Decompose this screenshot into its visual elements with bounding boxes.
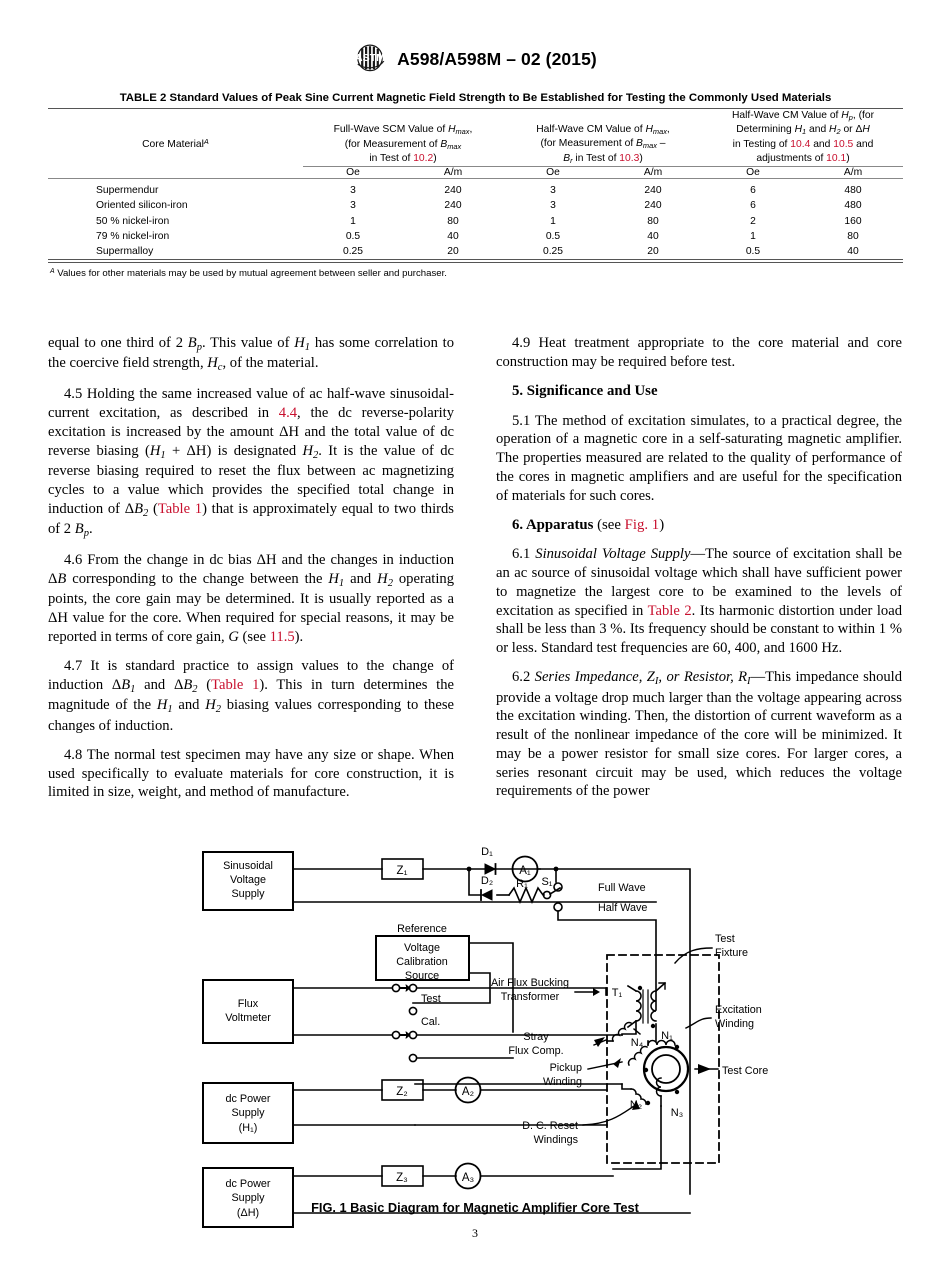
paragraph-6-1: 6.1 Sinusoidal Voltage Supply—The source of excitation shall be an ac source of sinusoidal voltage which shall have sufficient power to magnetize the largest core to be examined to the levels of excitation as specified in Table 2. Its harmonic distortion under load shall be less than 3 %. Its frequency should be constant to within 1 % or less. Standard test frequencies are 60, 400, and 1600 Hz. (496, 546, 903, 656)
cell-value: 0.5 (545, 230, 561, 242)
section-heading-5: 5. Significance and Use (512, 383, 658, 399)
block-label-vcs: Voltage (403, 942, 441, 954)
cell-value: 1 (350, 215, 356, 227)
link-table-2[interactable]: Table 2 (647, 602, 692, 619)
label-a1: A₁ (519, 865, 531, 877)
cell-value: 480 (844, 185, 862, 197)
table-row (48, 183, 903, 198)
block-label-vcs: Source (404, 970, 440, 982)
label-pickup-winding: Pickup (549, 1062, 582, 1074)
cell-value: 80 (647, 215, 659, 227)
paragraph-4-9: 4.9 Heat treatment appropriate to the core material and core construction may be required before test. (496, 335, 902, 370)
table-head (48, 109, 903, 179)
cell-value: 1 (750, 230, 756, 242)
document-header (0, 44, 950, 74)
label-dc-reset: Windings (533, 1134, 578, 1146)
table-row (48, 198, 903, 213)
table-caption: TABLE 2 Standard Values of Peak Sine Current Magnetic Field Strength to Be Established for Testing the Commonly Used Materials (119, 92, 832, 104)
cell-value: 0.5 (345, 230, 361, 242)
label-stray-flux: Flux Comp. (508, 1045, 564, 1057)
footnote-marker: A (50, 268, 55, 276)
label-excitation-winding: Excitation (715, 1004, 762, 1016)
body-column-left (48, 334, 454, 802)
unit-oe-2: Oe (503, 167, 603, 179)
cell-value: 2 (750, 215, 756, 227)
link-10-2[interactable]: 10.2 (413, 152, 434, 164)
header-group-halfwave-cm-hmax: Half-Wave CM Value of $H_{max}$, (for Measurement of $B_{max}$ – $B_r$ in Test of 10.3) (536, 124, 670, 165)
term-series-impedance: Series Impedance, $Z_I$, or Resistor, $R_I$ (534, 669, 751, 688)
cell-value: 40 (847, 246, 859, 258)
label-z2: Z₂ (396, 1086, 408, 1098)
link-10-5[interactable]: 10.5 (833, 138, 854, 150)
label-s1: S₁ (541, 876, 553, 888)
label-a3: A₃ (461, 1172, 475, 1184)
paragraph-4-7: 4.7 It is standard practice to assign values to the change of induction $\Delta B_1$ and $\Delta B_2$ (Table 1). This in turn determines the magnitude of the $H_1$ and $H_2$ biasing values corresponding to these changes of induction. (48, 657, 454, 734)
paragraph-4-6: 4.6 From the change in dc bias ΔH and the changes in induction ΔB corresponding to the change between the $H_1$ and $H_2$ operating points, the core gain may be determined. It is usually reported as a ΔH value for the core. When required for special reasons, it may be reported in terms of core gain, G (see 11.5). (48, 551, 454, 645)
page-number: 3 (472, 1226, 478, 1240)
cell-value: 240 (644, 200, 662, 212)
label-reference: Reference (397, 923, 447, 935)
link-10-3[interactable]: 10.3 (619, 152, 640, 164)
cell-material: Supermendur (96, 185, 159, 197)
table-footnote: $^A$ Values for other materials may be used by mutual agreement between seller and purchaser. (50, 268, 447, 280)
cell-value: 240 (644, 185, 662, 197)
paragraph-4-5: 4.5 Holding the same increased value of ac half-wave sinusoidal-current excitation, as described in 4.4, the dc reverse-polarity excitation is increased by the amount ΔH and the total value of dc reverse biasing $(H_1 + \Delta H)$ is designated $H_2$. It is the value of dc reverse biasing required to reset the flux between ac magnetizing cycles to a value which provides the specified total change in induction of $\Delta B_2$ (Table 1) that is approximately equal to two thirds of 2 $B_p$. (48, 386, 454, 539)
cell-value: 6 (750, 185, 756, 197)
label-d1: D₁ (481, 846, 493, 858)
unit-oe-3: Oe (703, 167, 803, 179)
block-label-dc-h1: dc Power (225, 1093, 271, 1105)
label-test-core: Test Core (722, 1065, 769, 1077)
label-excitation-winding: Winding (715, 1018, 755, 1030)
link-10-1[interactable]: 10.1 (826, 152, 847, 164)
svg-text:ASTM: ASTM (355, 52, 386, 65)
label-pickup-winding: Winding (542, 1076, 582, 1088)
cell-material: 79 % nickel-iron (96, 230, 170, 242)
cell-value: 240 (444, 185, 462, 197)
block-label-vcs: Calibration (396, 956, 448, 968)
cell-value: 20 (647, 246, 659, 258)
label-z3: Z₃ (396, 1172, 408, 1184)
body-column-right (496, 334, 902, 801)
paragraph-6-2: 6.2 Series Impedance, $Z_I$, or Resistor, $R_I—This$ impedance should provide a voltage drop much larger than the voltage appearing across the excitation winding. Then, the distortion of current waveform as a result of the nonlinear impedance of the core will be minimized. It may be a power resistor for small size cores. For larger cores, a series resonant circuit may be used, which reduces the voltage requirements of the power (496, 669, 903, 800)
label-air-flux-bucking: Transformer (500, 991, 560, 1003)
block-label-flux-voltmeter: Voltmeter (225, 1012, 271, 1024)
cell-value: 480 (844, 200, 862, 212)
cell-value: 40 (447, 230, 459, 242)
label-d2: D₂ (480, 875, 494, 887)
unit-oe-1: Oe (303, 167, 403, 179)
link-11-5[interactable]: 11.5 (269, 628, 295, 645)
cell-value: 0.25 (542, 246, 564, 258)
block-label-sinusoidal: Voltage (229, 874, 267, 886)
table-row (48, 214, 903, 229)
table-row (48, 229, 903, 244)
label-r1: R₁ (516, 878, 528, 890)
label-n2: N₂ (629, 1099, 643, 1111)
label-full-wave: Full Wave (598, 882, 646, 894)
label-dc-reset: D. C. Reset (522, 1120, 578, 1132)
header-core-material: Core Material$^A$ (142, 136, 209, 151)
cell-material: Oriented silicon-iron (96, 200, 188, 212)
astm-logo-icon (353, 44, 387, 74)
table-row (48, 244, 903, 259)
cell-value: 3 (550, 185, 556, 197)
label-z1: Z₁ (396, 865, 408, 877)
link-table-1[interactable]: Table 1 (211, 676, 260, 693)
cell-value: 0.25 (342, 246, 364, 258)
document-title: A598/A598M – 02 (2015) (397, 48, 597, 69)
block-label-dc-dh: dc Power (225, 1178, 271, 1190)
label-test-fixture: Fixture (715, 947, 748, 959)
cell-value: 3 (350, 185, 356, 197)
table-bottom-rule (48, 259, 903, 263)
label-cal: Cal. (421, 1016, 441, 1028)
label-stray-flux: Stray (523, 1031, 549, 1043)
label-t1: T₁ (611, 987, 623, 999)
cell-value: 3 (550, 200, 556, 212)
cell-material: Supermalloy (96, 246, 154, 258)
cell-value: 240 (444, 200, 462, 212)
cell-value: 3 (350, 200, 356, 212)
block-label-dc-dh: (ΔH) (236, 1207, 260, 1219)
block-label-sinusoidal: Supply (231, 888, 265, 900)
unit-am-3: A/m (803, 167, 903, 179)
paragraph-4-4-continued: equal to one third of 2 $B_p$. This value of $H_1$ has some correlation to the coercive field strength, $H_c$, of the material. (48, 335, 455, 374)
label-air-flux-bucking: Air Flux Bucking (490, 977, 570, 989)
cell-value: 6 (750, 200, 756, 212)
block-label-dc-h1: Supply (231, 1107, 265, 1119)
cell-material: 50 % nickel-iron (96, 215, 170, 227)
cell-value: 1 (550, 215, 556, 227)
header-group-fullwave-scm: Full-Wave SCM Value of $H_{max}$, (for Measurement of $B_{max}$ in Test of 10.2) (333, 124, 473, 164)
block-label-dc-dh: Supply (231, 1192, 265, 1204)
table-2 (48, 108, 903, 259)
figure-caption: FIG. 1 Basic Diagram for Magnetic Amplifier Core Test (311, 1200, 639, 1215)
header-group-halfwave-cm-hp: Half-Wave CM Value of $H_p$, (for Determining $H_1$ and $H_2$ or ΔH in Testing of 10.4 and 10.5 and adjustments of 10.1) (731, 110, 875, 164)
label-n4: N₄ (630, 1037, 644, 1049)
cell-value: 160 (844, 215, 862, 227)
paragraph-5-1: 5.1 The method of excitation simulates, to a practical degree, the operation of a magnetic core in a self-saturating magnetic amplifier. The properties measured are related to the quality of performance of the cores in magnetic amplifiers and are useful for the specification of materials for such cores. (496, 412, 902, 504)
cell-value: 0.5 (745, 246, 761, 258)
unit-am-2: A/m (603, 167, 703, 179)
unit-am-1: A/m (403, 167, 503, 179)
table-2-container (48, 92, 903, 279)
label-n1: N₁ (661, 1030, 673, 1042)
link-table-1[interactable]: Table 1 (157, 500, 203, 517)
cell-value: 80 (447, 215, 459, 227)
cell-value: 20 (447, 246, 459, 258)
label-a2: A₂ (461, 1086, 475, 1098)
block-label-flux-voltmeter: Flux (237, 998, 259, 1010)
term-sinusoidal-voltage-supply: Sinusoidal Voltage Supply (535, 546, 691, 563)
cell-value: 40 (647, 230, 659, 242)
section-heading-6: 6. Apparatus (see Fig. 1) (512, 516, 665, 533)
link-10-4[interactable]: 10.4 (790, 138, 811, 150)
label-n3: N₃ (670, 1107, 684, 1119)
block-label-sinusoidal: Sinusoidal (223, 860, 273, 872)
label-test: Test (421, 993, 441, 1005)
label-test-fixture: Test (715, 933, 735, 945)
paragraph-4-8: 4.8 The normal test specimen may have any size or shape. When used specifically to evaluate materials for core construction, it is limited in size, weight, and method of manufacture. (48, 746, 454, 801)
link-fig-1[interactable]: Fig. 1 (624, 516, 660, 533)
link-4-4[interactable]: 4.4 (278, 405, 298, 422)
block-label-dc-h1: (H₁) (238, 1122, 258, 1134)
footnote-marker: A (203, 136, 209, 146)
label-half-wave: Half Wave (598, 902, 648, 914)
cell-value: 80 (847, 230, 859, 242)
table-body (48, 179, 903, 260)
